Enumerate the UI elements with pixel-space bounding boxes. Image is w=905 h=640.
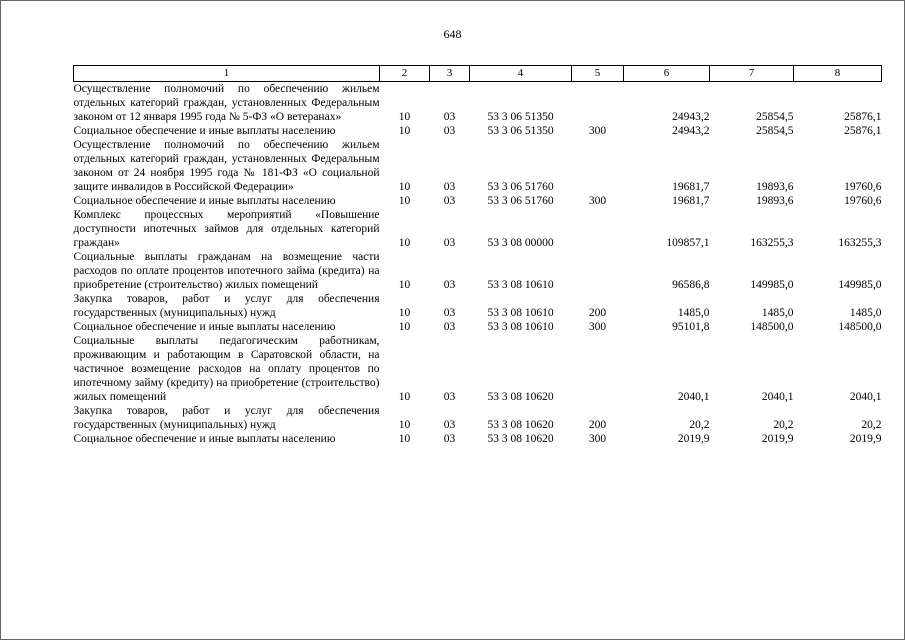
cell-section: 10	[398, 111, 411, 123]
cell-amount-col8: 20,2	[861, 419, 882, 431]
cell-amount-col8: 2040,1	[849, 391, 882, 403]
column-header: 1	[74, 66, 380, 82]
cell-description: Социальное обеспечение и иные выплаты населению	[73, 125, 336, 137]
cell-target-article: 53 3 08 10620	[487, 433, 554, 445]
cell-target-article: 53 3 08 10620	[487, 419, 554, 431]
table-row	[74, 124, 882, 138]
cell-description: Закупка товаров, работ и услуг для обеспечения государственных (муниципальных) нужд	[73, 405, 380, 431]
cell-amount-col6: 96586,8	[672, 279, 710, 291]
cell-subsection: 03	[443, 125, 456, 137]
table-row	[74, 320, 882, 334]
cell-expense-type: 300	[588, 321, 607, 333]
cell-subsection: 03	[443, 237, 456, 249]
cell-amount-col7: 1485,0	[761, 307, 794, 319]
cell-amount-col6: 1485,0	[677, 307, 710, 319]
cell-target-article: 53 3 08 10610	[487, 279, 554, 291]
cell-subsection: 03	[443, 111, 456, 123]
cell-target-article: 53 3 06 51760	[487, 195, 554, 207]
cell-expense-type: 300	[588, 195, 607, 207]
table-row	[74, 208, 882, 250]
budget-table	[73, 65, 882, 446]
column-header: 2	[380, 66, 430, 82]
cell-amount-col7: 149985,0	[750, 279, 794, 291]
cell-amount-col7: 19893,6	[756, 195, 794, 207]
cell-amount-col7: 19893,6	[756, 181, 794, 193]
cell-expense-type: 300	[588, 125, 607, 137]
cell-amount-col6: 109857,1	[666, 237, 710, 249]
cell-subsection: 03	[443, 321, 456, 333]
cell-amount-col7: 25854,5	[756, 111, 794, 123]
cell-amount-col7: 148500,0	[750, 321, 794, 333]
cell-section: 10	[398, 181, 411, 193]
cell-amount-col6: 2040,1	[677, 391, 710, 403]
cell-expense-type: 300	[588, 433, 607, 445]
cell-expense-type: 200	[588, 307, 607, 319]
cell-section: 10	[398, 237, 411, 249]
cell-amount-col6: 19681,7	[672, 181, 710, 193]
column-header: 6	[624, 66, 710, 82]
cell-subsection: 03	[443, 181, 456, 193]
cell-amount-col8: 19760,6	[844, 181, 882, 193]
cell-description: Социальные выплаты педагогическим работникам, проживающим и работающим в Саратовской области, на частичное возмещение расходов на оплату процентов по ипотечному займу (кредиту) на приобретение (строительство) жилых помещений	[73, 335, 380, 403]
cell-section: 10	[398, 195, 411, 207]
table-row	[74, 138, 882, 194]
cell-subsection: 03	[443, 419, 456, 431]
cell-amount-col8: 19760,6	[844, 195, 882, 207]
cell-section: 10	[398, 307, 411, 319]
table-body	[74, 82, 882, 447]
cell-section: 10	[398, 279, 411, 291]
cell-amount-col8: 149985,0	[838, 279, 882, 291]
cell-amount-col6: 2019,9	[677, 433, 710, 445]
column-header: 7	[710, 66, 794, 82]
table-row	[74, 334, 882, 404]
cell-expense-type	[572, 138, 624, 194]
cell-target-article: 53 3 08 10610	[487, 321, 554, 333]
cell-section: 10	[398, 125, 411, 137]
cell-description: Социальное обеспечение и иные выплаты населению	[73, 195, 336, 207]
cell-amount-col7: 20,2	[773, 419, 794, 431]
cell-target-article: 53 3 06 51350	[487, 111, 554, 123]
cell-expense-type	[572, 208, 624, 250]
cell-description: Социальное обеспечение и иные выплаты населению	[73, 321, 336, 333]
cell-amount-col6: 20,2	[689, 419, 710, 431]
cell-amount-col6: 19681,7	[672, 195, 710, 207]
table-header-row	[74, 66, 882, 82]
table-row	[74, 292, 882, 320]
table-row	[74, 82, 882, 125]
cell-amount-col8: 148500,0	[838, 321, 882, 333]
cell-section: 10	[398, 433, 411, 445]
cell-amount-col8: 1485,0	[849, 307, 882, 319]
cell-subsection: 03	[443, 433, 456, 445]
cell-description: Комплекс процессных мероприятий «Повышение доступности ипотечных займов для отдельных категорий граждан»	[73, 209, 380, 249]
cell-target-article: 53 3 06 51760	[487, 181, 554, 193]
page-number: 648	[443, 27, 462, 41]
cell-section: 10	[398, 321, 411, 333]
cell-section: 10	[398, 391, 411, 403]
table-row	[74, 404, 882, 432]
cell-target-article: 53 3 08 10620	[487, 391, 554, 403]
cell-amount-col6: 95101,8	[672, 321, 710, 333]
cell-target-article: 53 3 06 51350	[487, 125, 554, 137]
cell-amount-col8: 163255,3	[838, 237, 882, 249]
cell-subsection: 03	[443, 279, 456, 291]
cell-expense-type	[572, 334, 624, 404]
table-row	[74, 194, 882, 208]
cell-amount-col7: 2040,1	[761, 391, 794, 403]
cell-description: Осуществление полномочий по обеспечению жильем отдельных категорий граждан, установленных Федеральным законом от 24 ноября 1995 года № 181-ФЗ «О социальной защите инвалидов в Российской Федерации»	[73, 139, 380, 193]
table-row	[74, 250, 882, 292]
cell-amount-col8: 25876,1	[844, 125, 882, 137]
cell-target-article: 53 3 08 10610	[487, 307, 554, 319]
cell-subsection: 03	[443, 307, 456, 319]
cell-subsection: 03	[443, 391, 456, 403]
cell-description: Закупка товаров, работ и услуг для обеспечения государственных (муниципальных) нужд	[73, 293, 380, 319]
cell-subsection: 03	[443, 195, 456, 207]
cell-target-article: 53 3 08 00000	[487, 237, 554, 249]
column-header: 4	[470, 66, 572, 82]
cell-amount-col8: 2019,9	[849, 433, 882, 445]
column-header: 3	[430, 66, 470, 82]
cell-expense-type	[572, 250, 624, 292]
cell-section: 10	[398, 419, 411, 431]
cell-amount-col6: 24943,2	[672, 125, 710, 137]
table-row	[74, 432, 882, 446]
cell-amount-col7: 25854,5	[756, 125, 794, 137]
column-header: 8	[794, 66, 882, 82]
cell-amount-col8: 25876,1	[844, 111, 882, 123]
cell-amount-col7: 2019,9	[761, 433, 794, 445]
cell-amount-col6: 24943,2	[672, 111, 710, 123]
cell-amount-col7: 163255,3	[750, 237, 794, 249]
cell-description: Осуществление полномочий по обеспечению жильем отдельных категорий граждан, установленных Федеральным законом от 12 января 1995 года № 5-ФЗ «О ветеранах»	[73, 83, 380, 123]
cell-description: Социальное обеспечение и иные выплаты населению	[73, 433, 336, 445]
cell-expense-type: 200	[588, 419, 607, 431]
cell-description: Социальные выплаты гражданам на возмещение части расходов по оплате процентов ипотечного займа (кредита) на приобретение (строительство) жилых помещений	[73, 251, 380, 291]
cell-expense-type	[572, 82, 624, 125]
column-header: 5	[572, 66, 624, 82]
